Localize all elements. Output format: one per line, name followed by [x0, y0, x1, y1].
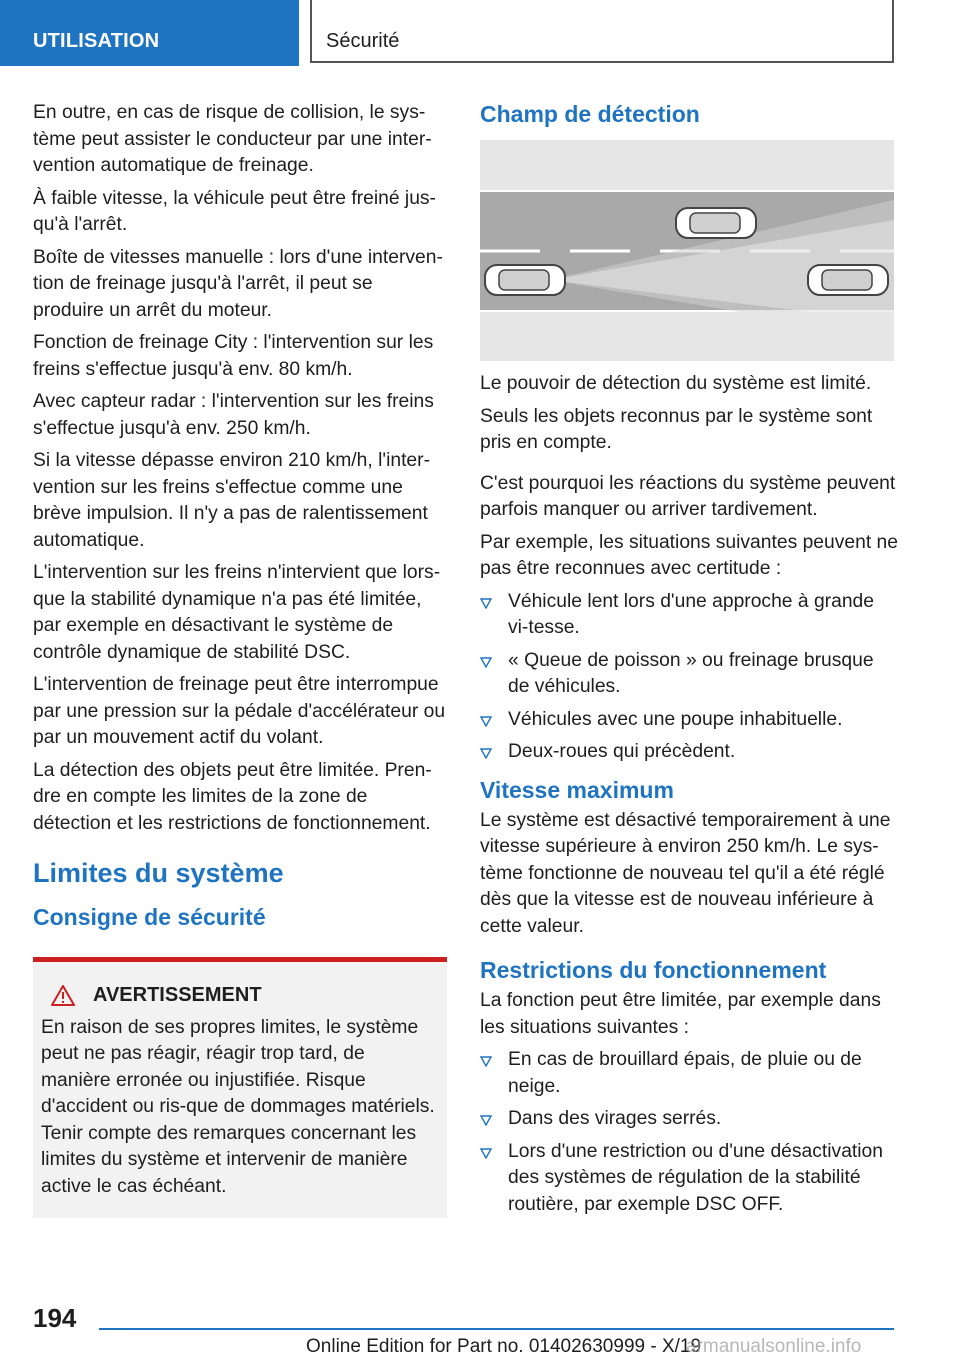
- bullet-triangle-icon: [480, 656, 492, 668]
- list-item: [480, 1139, 898, 1219]
- bullet-triangle-icon: [480, 597, 492, 609]
- detection-field-diagram: [480, 140, 894, 361]
- list-item: [480, 648, 898, 701]
- paragraph: L'intervention sur les freins n'intervient que lors-que la stabilité dynamique n'a pas été limitée, par exemple en désactivant le système de contrôle dynamique de stabilité DSC.: [33, 562, 441, 663]
- section-tab: [0, 0, 299, 66]
- subsection-title: Sécurité: [326, 30, 400, 52]
- paragraph: En outre, en cas de risque de collision, le sys-tème peut assister le conducteur par une inter-vention automatique de freinage.: [33, 102, 432, 176]
- bullet-triangle-icon: [480, 1114, 492, 1126]
- right-column: [480, 100, 898, 1224]
- paragraph: À faible vitesse, la véhicule peut être freiné jus-qu'à l'arrêt.: [33, 187, 436, 235]
- car-far-icon: [808, 265, 888, 295]
- restrictions-list: [480, 1047, 898, 1218]
- bullet-triangle-icon: [480, 1147, 492, 1159]
- page-number: 194: [33, 1303, 77, 1333]
- list-item-text: Deux-roues qui précèdent.: [508, 741, 736, 762]
- bullet-triangle-icon: [480, 1055, 492, 1067]
- heading-speed: Vitesse maximum: [480, 776, 674, 803]
- warning-triangle-icon: [51, 985, 75, 1006]
- paragraph: Le pouvoir de détection du système est limité.: [480, 373, 872, 394]
- heading-limits: Limites du système: [33, 858, 284, 888]
- footer-edition: Online Edition for Part no. 01402630999 - X/19: [306, 1336, 702, 1357]
- detection-list: [480, 589, 898, 766]
- list-item: [480, 1106, 898, 1133]
- paragraph: La détection des objets peut être limitée. Pren-dre en compte les limites de la zone de détection et les restrictions de fonctionnement.: [33, 759, 432, 834]
- bullet-triangle-icon: [480, 747, 492, 759]
- list-item: [480, 589, 898, 642]
- section-title: UTILISATION: [33, 30, 160, 52]
- list-item-text: Lors d'une restriction ou d'une désactivation des systèmes de régulation de la stabilité routière, par exemple DSC OFF.: [508, 1140, 884, 1215]
- detection-illustration: [480, 140, 894, 361]
- list-item: [480, 739, 898, 766]
- list-item: [480, 1047, 898, 1100]
- list-item-text: En cas de brouillard épais, de pluie ou de neige.: [508, 1049, 862, 1097]
- warning-header: [41, 982, 439, 1009]
- list-item-text: Véhicule lent lors d'une approche à grande vi-tesse.: [508, 590, 874, 638]
- paragraph: Le système est désactivé temporairement à une vitesse supérieure à environ 250 km/h. Le sys-tème fonctionne de nouveau tel qu'il a été réglé dès que la vitesse est de nouveau inférieure à cette valeur.: [480, 809, 891, 937]
- paragraph: Par exemple, les situations suivantes peuvent ne pas être reconnues avec certitude :: [480, 531, 899, 579]
- list-item-text: « Queue de poisson » ou freinage brusque de véhicules.: [508, 649, 874, 697]
- left-column: [33, 100, 447, 1218]
- paragraph: Avec capteur radar : l'intervention sur les freins s'effectue jusqu'à env. 250 km/h.: [33, 391, 434, 439]
- subsection-box: [310, 0, 894, 63]
- paragraph: La fonction peut être limitée, par exemple dans les situations suivantes :: [480, 990, 881, 1038]
- warning-title: AVERTISSEMENT: [93, 984, 262, 1006]
- paragraph: L'intervention de freinage peut être interrompue par une pression sur la pédale d'accélérateur ou par un mouvement actif du volant.: [33, 674, 446, 748]
- paragraph: C'est pourquoi les réactions du système peuvent parfois manquer ou arriver tardivement.: [480, 472, 896, 520]
- warning-box: [33, 957, 447, 1218]
- heading-restrictions: Restrictions du fonctionnement: [480, 957, 827, 983]
- own-car-icon: [485, 265, 565, 295]
- paragraph: Si la vitesse dépasse environ 210 km/h, l'inter-vention sur les freins s'effectue comme une brève impulsion. Il n'y a pas de ralentissement automatique.: [33, 450, 430, 551]
- list-item-text: Dans des virages serrés.: [508, 1108, 722, 1129]
- paragraph: Fonction de freinage City : l'intervention sur les freins s'effectue jusqu'à env. 80 km/h.: [33, 332, 434, 380]
- bullet-triangle-icon: [480, 715, 492, 727]
- paragraph: Boîte de vitesses manuelle : lors d'une interven-tion de freinage jusqu'à l'arrêt, il peut se produire un arrêt du moteur.: [33, 246, 443, 321]
- heading-safety: Consigne de sécurité: [33, 904, 266, 930]
- footer-rule: [99, 1328, 894, 1330]
- warning-text: En raison de ses propres limites, le système peut ne pas réagir, réagir trop tard, de manière erronée ou injustifiée. Risque d'accident ou ris-que de dommages matériels. Tenir compte des remarques concernant les limites du système et intervenir de manière active le cas échéant.: [41, 1016, 435, 1197]
- watermark: armanualsonline.info: [686, 1336, 862, 1357]
- car-ahead-icon: [676, 208, 756, 238]
- list-item-text: Véhicules avec une poupe inhabituelle.: [508, 708, 843, 730]
- paragraph: Seuls les objets reconnus par le système sont pris en compte.: [480, 405, 873, 453]
- heading-detection: Champ de détection: [480, 101, 700, 127]
- list-item: [480, 707, 898, 734]
